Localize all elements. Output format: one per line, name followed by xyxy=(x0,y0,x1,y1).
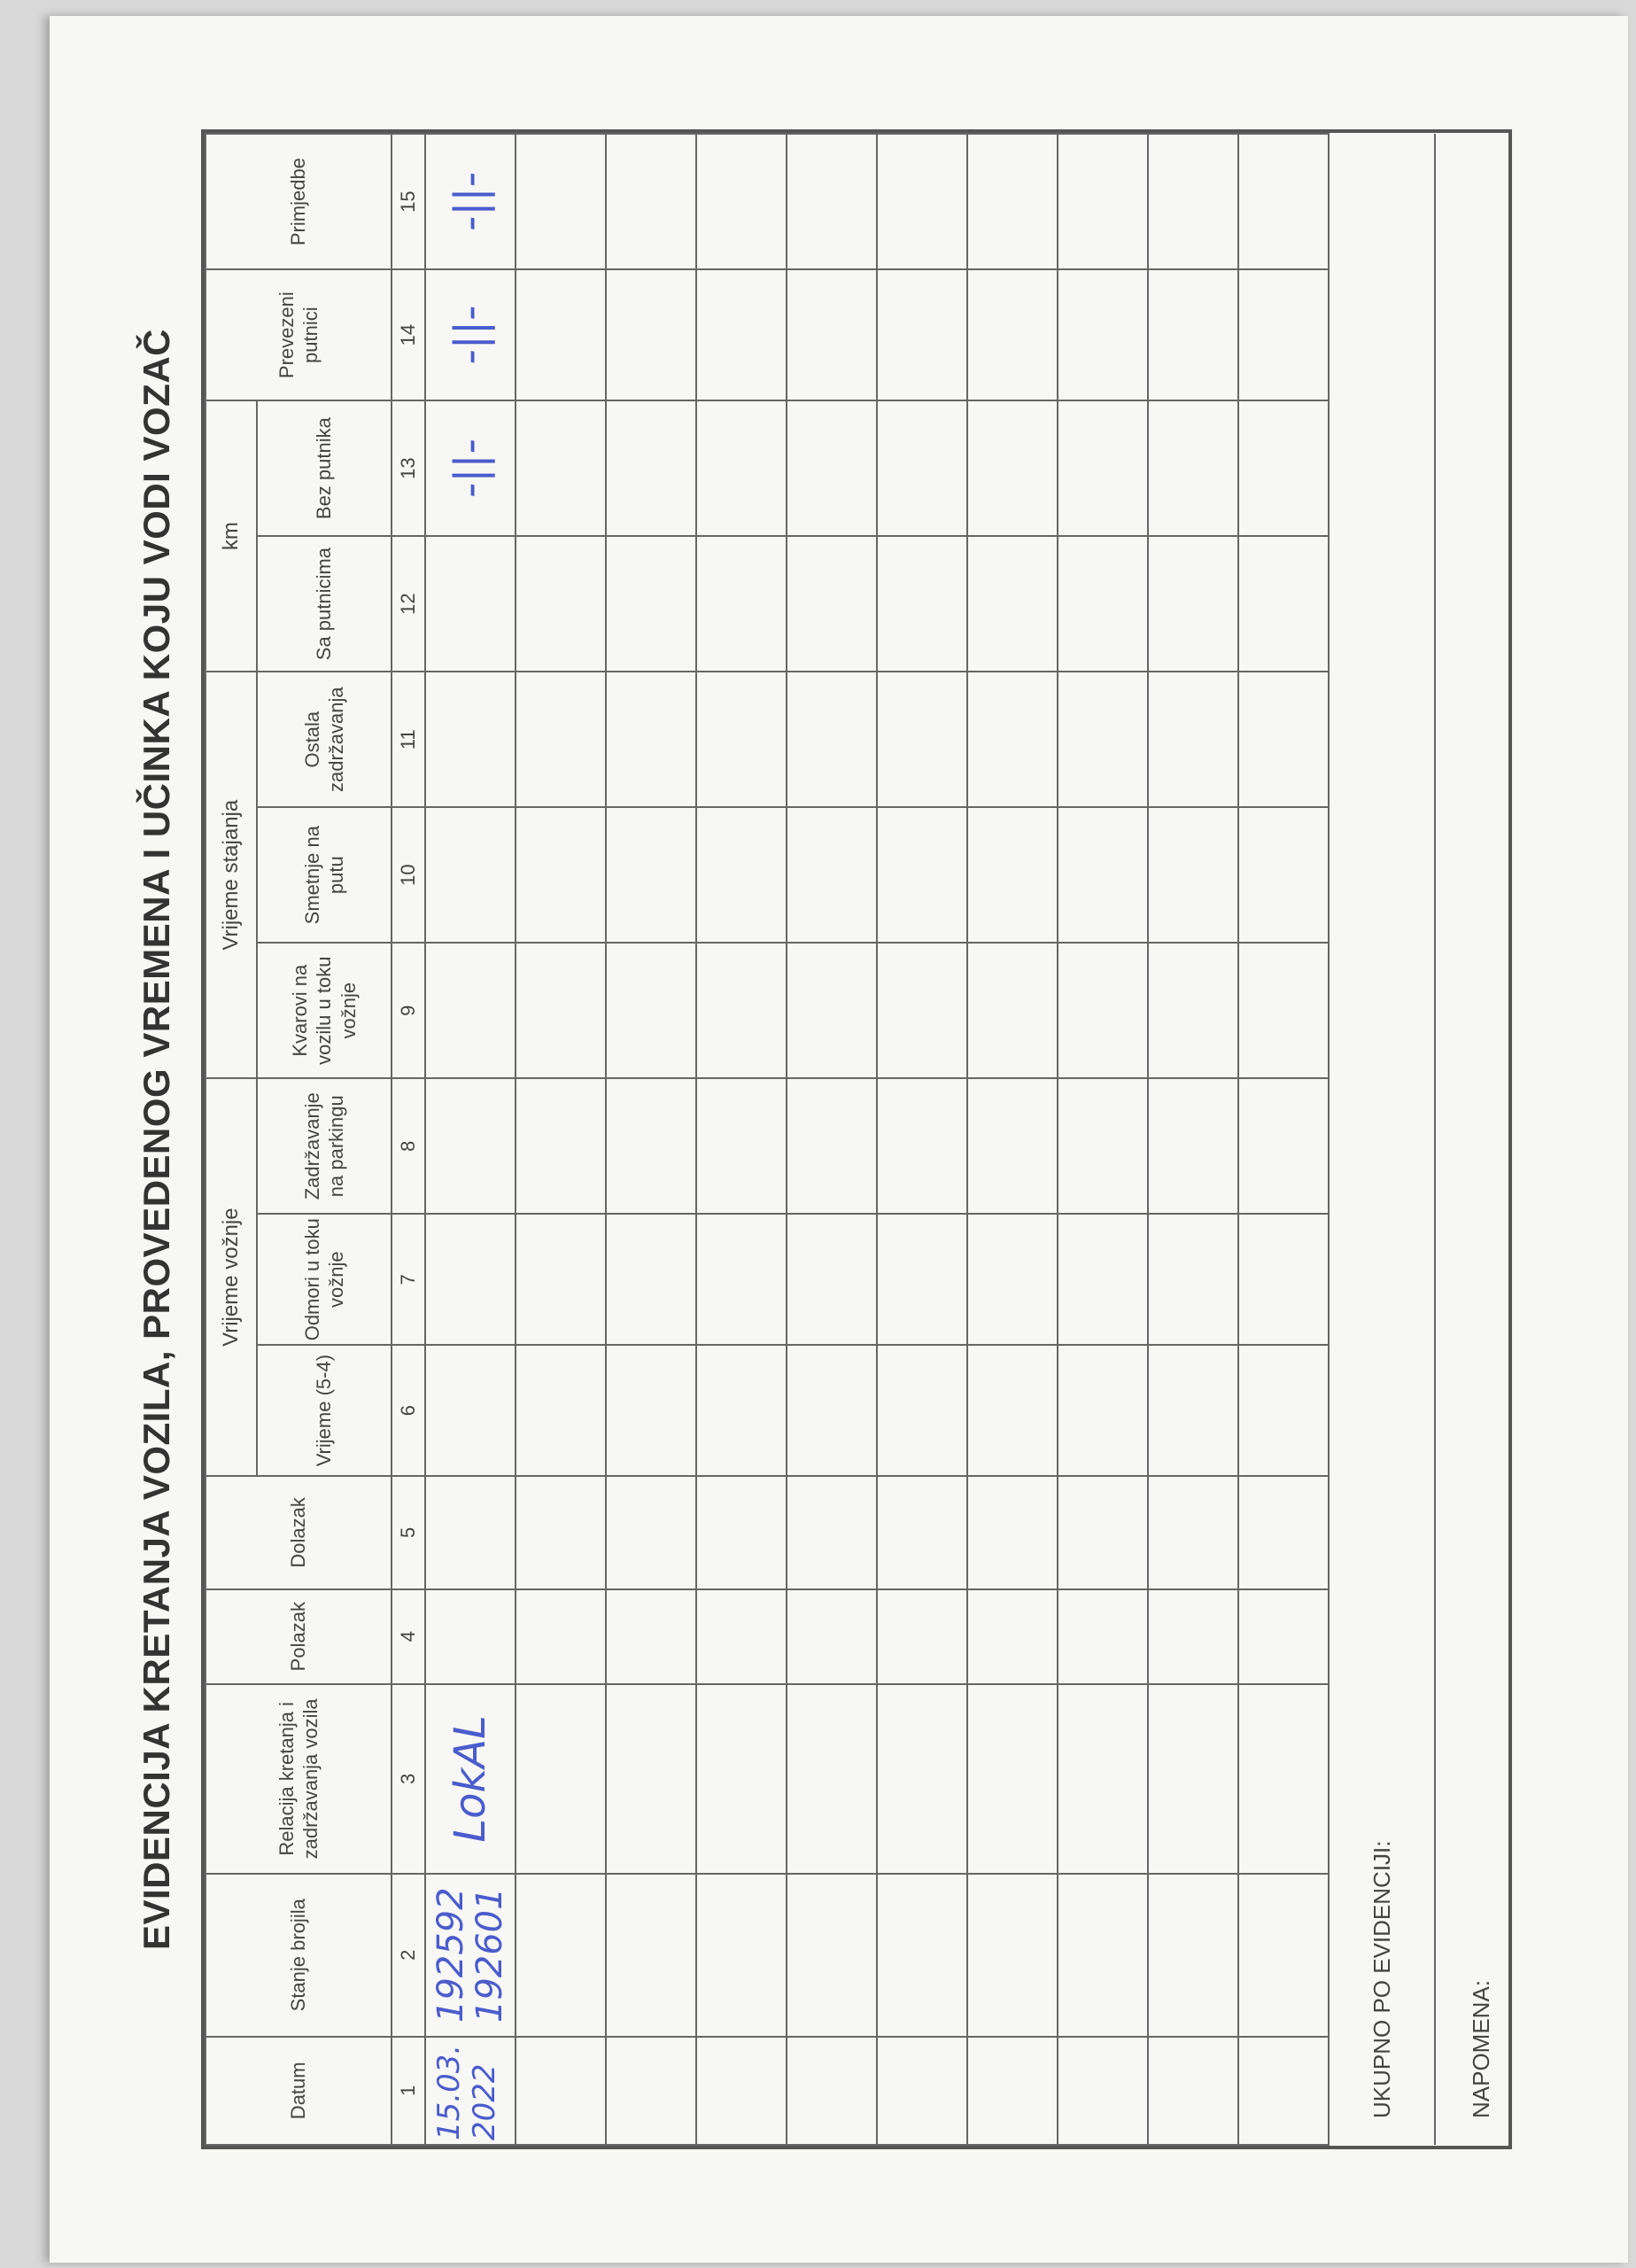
empty-cell[interactable] xyxy=(1058,1214,1148,1345)
cell-odmori[interactable] xyxy=(425,1214,516,1345)
header-kvarovi: Kvarovi na vozilu u toku vožnje xyxy=(257,943,392,1078)
empty-cell[interactable] xyxy=(877,943,967,1078)
evidence-table xyxy=(205,133,1524,2146)
empty-cell[interactable] xyxy=(606,1874,696,2037)
empty-cell[interactable] xyxy=(1148,1589,1238,1684)
empty-cell[interactable] xyxy=(787,269,877,400)
handwritten-date xyxy=(431,2034,502,2140)
handwritten-primjedbe: -||- xyxy=(446,172,495,232)
empty-cell[interactable] xyxy=(967,2037,1058,2145)
empty-cell[interactable] xyxy=(1058,1684,1148,1874)
document-sheet xyxy=(50,16,1628,2263)
empty-cell[interactable] xyxy=(516,536,606,672)
empty-cell[interactable] xyxy=(1058,536,1148,672)
empty-cell[interactable] xyxy=(696,1078,787,1214)
empty-cell[interactable] xyxy=(877,1476,967,1589)
table-row xyxy=(1148,134,1238,2145)
empty-cell[interactable] xyxy=(696,1214,787,1345)
empty-cell[interactable] xyxy=(787,1476,877,1589)
empty-cell[interactable] xyxy=(967,1214,1058,1345)
header-smetnje: Smetnje na putu xyxy=(257,807,392,943)
empty-cell[interactable] xyxy=(696,1874,787,2037)
empty-cell[interactable] xyxy=(1058,1345,1148,1476)
empty-cell[interactable] xyxy=(1148,400,1238,536)
empty-cell[interactable] xyxy=(1238,1078,1329,1214)
empty-cell[interactable] xyxy=(1058,2037,1148,2145)
empty-cell[interactable] xyxy=(877,1214,967,1345)
empty-cell[interactable] xyxy=(1238,1345,1329,1476)
empty-cell[interactable] xyxy=(967,1476,1058,1589)
empty-cell[interactable] xyxy=(787,943,877,1078)
empty-cell[interactable] xyxy=(606,1345,696,1476)
empty-cell[interactable] xyxy=(516,1476,606,1589)
empty-cell[interactable] xyxy=(1148,1476,1238,1589)
empty-cell[interactable] xyxy=(1058,672,1148,807)
empty-cell[interactable] xyxy=(967,672,1058,807)
empty-cell[interactable] xyxy=(1238,672,1329,807)
cell-zadrzavanje[interactable] xyxy=(425,1078,516,1214)
empty-cell[interactable] xyxy=(696,1684,787,1874)
empty-cell[interactable] xyxy=(877,134,967,269)
header-sa-putnicima: Sa putnicima xyxy=(257,536,392,672)
date-line-1: 15.03. xyxy=(431,2044,467,2140)
empty-cell[interactable] xyxy=(787,134,877,269)
col-num-1: 1 xyxy=(392,2037,425,2145)
empty-cell[interactable] xyxy=(696,536,787,672)
handwritten-bez-putnika: -||- xyxy=(446,439,495,499)
col-num-3: 3 xyxy=(392,1684,425,1874)
empty-cell[interactable] xyxy=(516,807,606,943)
empty-cell[interactable] xyxy=(787,1345,877,1476)
empty-cell[interactable] xyxy=(696,943,787,1078)
empty-cell[interactable] xyxy=(967,134,1058,269)
empty-cell[interactable] xyxy=(967,1874,1058,2037)
cell-datum[interactable] xyxy=(425,2037,516,2145)
empty-cell[interactable] xyxy=(516,672,606,807)
col-num-4: 4 xyxy=(392,1589,425,1684)
col-num-10: 10 xyxy=(392,807,425,943)
handwritten-odometer xyxy=(431,1875,509,2036)
empty-cell[interactable] xyxy=(606,2037,696,2145)
empty-cell[interactable] xyxy=(1238,1684,1329,1874)
empty-cell[interactable] xyxy=(877,1874,967,2037)
empty-cell[interactable] xyxy=(606,807,696,943)
empty-cell[interactable] xyxy=(516,1684,606,1874)
empty-cell[interactable] xyxy=(877,1589,967,1684)
group-header-vrijeme-stajanja: Vrijeme stajanja xyxy=(205,672,257,1078)
cell-smetnje[interactable] xyxy=(425,807,516,943)
napomena-row xyxy=(1435,134,1524,2145)
empty-cell[interactable] xyxy=(1148,672,1238,807)
empty-cell[interactable] xyxy=(967,1345,1058,1476)
col-num-14: 14 xyxy=(392,269,425,400)
empty-cell[interactable] xyxy=(1148,536,1238,672)
empty-cell[interactable] xyxy=(1238,943,1329,1078)
table-row xyxy=(696,134,787,2145)
col-num-5: 5 xyxy=(392,1476,425,1589)
napomena-label: NAPOMENA: xyxy=(1468,1979,1494,2118)
empty-cell[interactable] xyxy=(787,1874,877,2037)
empty-cell[interactable] xyxy=(1148,1345,1238,1476)
header-primjedbe: Primjedbe xyxy=(205,134,392,269)
empty-cell[interactable] xyxy=(787,400,877,536)
empty-cell[interactable] xyxy=(787,807,877,943)
empty-cell[interactable] xyxy=(787,1684,877,1874)
empty-cell[interactable] xyxy=(696,1589,787,1684)
empty-cell[interactable] xyxy=(967,943,1058,1078)
table-row xyxy=(787,134,877,2145)
empty-cell[interactable] xyxy=(1148,1078,1238,1214)
empty-cell[interactable] xyxy=(1148,943,1238,1078)
empty-cell[interactable] xyxy=(1148,134,1238,269)
header-zadrzavanje-parking: Zadržavanje na parkingu xyxy=(257,1078,392,1214)
empty-cell[interactable] xyxy=(1058,1589,1148,1684)
empty-cell[interactable] xyxy=(606,672,696,807)
empty-cell[interactable] xyxy=(787,1078,877,1214)
empty-cell[interactable] xyxy=(516,2037,606,2145)
cell-vrijeme[interactable] xyxy=(425,1345,516,1476)
empty-cell[interactable] xyxy=(1058,807,1148,943)
empty-cell[interactable] xyxy=(1238,134,1329,269)
empty-cell[interactable] xyxy=(606,1078,696,1214)
empty-cell[interactable] xyxy=(606,269,696,400)
odometer-end: 192601 xyxy=(469,1887,510,2023)
ukupno-label: UKUPNO PO EVIDENCIJI: xyxy=(1369,1840,1395,2118)
empty-cell[interactable] xyxy=(606,943,696,1078)
empty-cell[interactable] xyxy=(1058,400,1148,536)
header-stanje-brojila: Stanje brojila xyxy=(205,1874,392,2037)
col-num-15: 15 xyxy=(392,134,425,269)
cell-bez-putnika[interactable] xyxy=(425,400,516,536)
empty-cell[interactable] xyxy=(877,807,967,943)
cell-sa-putnicima[interactable] xyxy=(425,536,516,672)
empty-cell[interactable] xyxy=(1148,1214,1238,1345)
col-num-9: 9 xyxy=(392,943,425,1078)
empty-cell[interactable] xyxy=(696,1345,787,1476)
empty-cell[interactable] xyxy=(787,2037,877,2145)
handwritten-prevezeni: -||- xyxy=(446,305,495,365)
empty-cell[interactable] xyxy=(1238,1476,1329,1589)
header-datum: Datum xyxy=(205,2037,392,2145)
col-num-13: 13 xyxy=(392,400,425,536)
evidence-table-frame xyxy=(201,129,1512,2149)
header-odmori: Odmori u toku vožnje xyxy=(257,1214,392,1345)
table-row xyxy=(425,134,516,2145)
empty-cell[interactable] xyxy=(877,269,967,400)
ukupno-row xyxy=(1329,134,1435,2145)
cell-stanje-brojila[interactable] xyxy=(425,1874,516,2037)
empty-cell[interactable] xyxy=(967,1078,1058,1214)
empty-cell[interactable] xyxy=(1238,1214,1329,1345)
empty-cell[interactable] xyxy=(606,1684,696,1874)
empty-cell[interactable] xyxy=(1238,400,1329,536)
empty-cell[interactable] xyxy=(1238,1589,1329,1684)
empty-cell[interactable] xyxy=(877,1078,967,1214)
col-num-2: 2 xyxy=(392,1874,425,2037)
cell-kvarovi[interactable] xyxy=(425,943,516,1078)
empty-cell[interactable] xyxy=(696,807,787,943)
header-polazak: Polazak xyxy=(205,1589,392,1684)
empty-cell[interactable] xyxy=(1238,269,1329,400)
empty-cell[interactable] xyxy=(967,1684,1058,1874)
empty-cell[interactable] xyxy=(516,134,606,269)
col-num-11: 11 xyxy=(392,672,425,807)
group-header-vrijeme-voznje: Vrijeme vožnje xyxy=(205,1078,257,1476)
table-row xyxy=(1058,134,1148,2145)
col-num-8: 8 xyxy=(392,1078,425,1214)
empty-cell[interactable] xyxy=(1238,1874,1329,2037)
group-header-km: km xyxy=(205,400,257,672)
empty-cell[interactable] xyxy=(516,943,606,1078)
empty-cell[interactable] xyxy=(967,1589,1058,1684)
empty-cell[interactable] xyxy=(1058,943,1148,1078)
empty-cell[interactable] xyxy=(1148,2037,1238,2145)
col-num-12: 12 xyxy=(392,536,425,672)
empty-cell[interactable] xyxy=(516,1589,606,1684)
empty-cell[interactable] xyxy=(1058,1874,1148,2037)
form-title: EVIDENCIJA KRETANJA VOZILA, PROVEDENOG VREMENA I UČINKA KOJU VODI VOZAČ xyxy=(136,329,177,1951)
empty-cell[interactable] xyxy=(1058,269,1148,400)
empty-cell[interactable] xyxy=(967,269,1058,400)
empty-cell[interactable] xyxy=(516,1214,606,1345)
empty-cell[interactable] xyxy=(1238,536,1329,672)
date-line-2: 2022 xyxy=(467,2063,502,2140)
cell-ostala[interactable] xyxy=(425,672,516,807)
empty-cell[interactable] xyxy=(1148,1874,1238,2037)
empty-cell[interactable] xyxy=(877,2037,967,2145)
empty-cell[interactable] xyxy=(696,134,787,269)
empty-cell[interactable] xyxy=(606,400,696,536)
table-row xyxy=(1238,134,1329,2145)
empty-cell[interactable] xyxy=(696,400,787,536)
cell-primjedbe[interactable] xyxy=(425,134,516,269)
empty-cell[interactable] xyxy=(516,1345,606,1476)
header-dolazak: Dolazak xyxy=(205,1476,392,1589)
rotated-form xyxy=(130,85,1547,2194)
empty-cell[interactable] xyxy=(1148,269,1238,400)
table-row xyxy=(877,134,967,2145)
empty-cell[interactable] xyxy=(787,1214,877,1345)
cell-dolazak[interactable] xyxy=(425,1476,516,1589)
empty-cell[interactable] xyxy=(516,269,606,400)
empty-cell[interactable] xyxy=(877,1684,967,1874)
empty-cell[interactable] xyxy=(1058,134,1148,269)
empty-cell[interactable] xyxy=(606,134,696,269)
empty-cell[interactable] xyxy=(606,1589,696,1684)
empty-cell[interactable] xyxy=(967,536,1058,672)
empty-cell[interactable] xyxy=(516,400,606,536)
cell-prevezeni[interactable] xyxy=(425,269,516,400)
empty-cell[interactable] xyxy=(787,672,877,807)
odometer-start: 192592 xyxy=(430,1887,471,2023)
empty-cell[interactable] xyxy=(1148,1684,1238,1874)
empty-cell[interactable] xyxy=(787,536,877,672)
empty-cell[interactable] xyxy=(1058,1078,1148,1214)
empty-cell[interactable] xyxy=(696,269,787,400)
empty-cell[interactable] xyxy=(516,1078,606,1214)
table-row xyxy=(967,134,1058,2145)
header-vrijeme: Vrijeme (5-4) xyxy=(257,1345,392,1476)
col-num-6: 6 xyxy=(392,1345,425,1476)
empty-cell[interactable] xyxy=(696,672,787,807)
header-prevezeni-putnici: Prevezeni putnici xyxy=(205,269,392,400)
empty-cell[interactable] xyxy=(516,1874,606,2037)
cell-polazak[interactable] xyxy=(425,1589,516,1684)
empty-cell[interactable] xyxy=(877,536,967,672)
empty-cell[interactable] xyxy=(696,2037,787,2145)
empty-cell[interactable] xyxy=(967,807,1058,943)
empty-cell[interactable] xyxy=(1238,807,1329,943)
table-row xyxy=(516,134,606,2145)
cell-relacija[interactable] xyxy=(425,1684,516,1874)
empty-cell[interactable] xyxy=(877,400,967,536)
header-bez-putnika: Bez putnika xyxy=(257,400,392,536)
empty-cell[interactable] xyxy=(877,1345,967,1476)
empty-cell[interactable] xyxy=(967,400,1058,536)
col-num-7: 7 xyxy=(392,1214,425,1345)
header-ostala-zadrzavanja: Ostala zadržavanja xyxy=(257,672,392,807)
empty-cell[interactable] xyxy=(787,1589,877,1684)
empty-cell[interactable] xyxy=(606,536,696,672)
empty-cell[interactable] xyxy=(1238,2037,1329,2145)
empty-cell[interactable] xyxy=(1148,807,1238,943)
empty-cell[interactable] xyxy=(696,1476,787,1589)
header-relacija: Relacija kretanja i zadržavanja vozila xyxy=(205,1684,392,1874)
empty-cell[interactable] xyxy=(606,1476,696,1589)
empty-cell[interactable] xyxy=(877,672,967,807)
empty-cell[interactable] xyxy=(606,1214,696,1345)
handwritten-relacija: LokAL xyxy=(446,1715,495,1843)
table-row xyxy=(606,134,696,2145)
empty-cell[interactable] xyxy=(1058,1476,1148,1589)
